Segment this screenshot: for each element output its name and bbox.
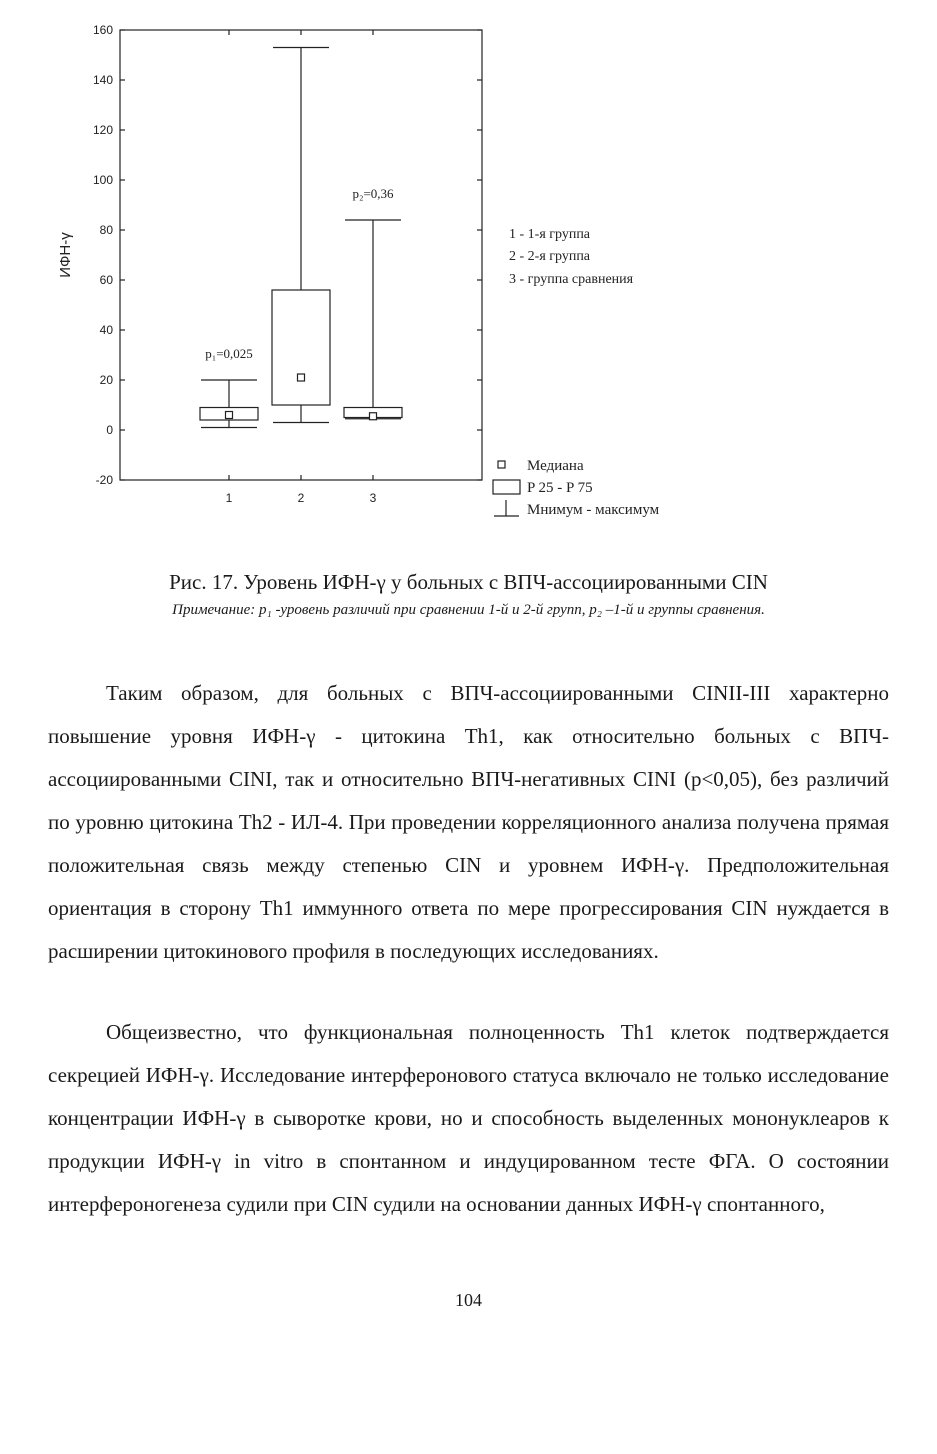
y-tick-label: 160 xyxy=(92,23,113,37)
box-group-1 xyxy=(200,380,258,428)
symbol-legend xyxy=(493,458,660,518)
x-tick-label: 2 xyxy=(297,491,305,505)
paragraph-2: Общеизвестно, что функциональная полноценность Th1 клеток подтверждается секрецией ИФН-γ. Исследование интерферонового статуса включало не только исследование концентрации ИФН-γ в сыворотке крови, но и способность выделенных мононуклеаров к продукции ИФН-γ in vitro в спонтанном и индуцированном тесте ФГА. О состоянии интерфероногенеза судили при CIN судили на основании данных ИФН-γ спонтанного, xyxy=(48,1020,889,1216)
y-tick-label: 120 xyxy=(92,123,113,137)
box-symbol xyxy=(493,480,520,494)
y-tick-label: 20 xyxy=(99,373,113,387)
median-symbol xyxy=(498,461,505,468)
box-series xyxy=(200,48,402,428)
y-axis-label: ИФН-γ xyxy=(57,232,74,278)
iqr-box xyxy=(272,290,330,405)
y-tick-label: 60 xyxy=(99,273,113,287)
group-legend xyxy=(509,227,634,287)
y-tick-label: 0 xyxy=(106,423,113,437)
y-tick-label: 80 xyxy=(99,223,113,237)
x-tick-label: 1 xyxy=(225,491,233,505)
median-marker xyxy=(226,412,233,419)
group-legend-item-1: 1 - 1-я группа xyxy=(509,227,591,242)
y-tick-label: 140 xyxy=(92,73,113,87)
box-group-2 xyxy=(272,48,330,423)
y-tick-label: 100 xyxy=(92,173,113,187)
box-group-3 xyxy=(344,220,402,420)
median-marker xyxy=(370,413,377,420)
box-legend-label: P 25 - P 75 xyxy=(527,480,593,496)
whisker-legend-label: Мнимум - максимум xyxy=(527,502,660,518)
figure-note: Примечание: p₁ -уровень различий при сравнении 1-й и 2-й групп, p₂ –1-й и группы сравнения. xyxy=(172,602,765,618)
page-number: 104 xyxy=(455,1290,482,1310)
y-axis xyxy=(93,23,482,487)
p-value-annotation: p₁=0,025 xyxy=(205,346,253,361)
y-tick-label: -20 xyxy=(95,473,113,487)
median-legend-label: Медиана xyxy=(527,458,584,474)
y-tick-label: 40 xyxy=(99,323,113,337)
paragraph-1: Таким образом, для больных с ВПЧ-ассоциированными CINII-III характерно повышение уровня ИФН-γ - цитокина Th1, как относительно больных с ВПЧ-ассоциированными CINI, так и относительно ВПЧ-негативных CINI (p<0,05), без различий по уровню цитокина Th2 - ИЛ-4. При проведении корреляционного анализа получена прямая положительная связь между степенью CIN и уровнем ИФН-γ. Предположительная ориентация в сторону Th1 иммунного ответа по мере прогрессирования CIN нуждается в расширении цитокинового профиля в последующих исследованиях. xyxy=(48,681,889,963)
p-value-annotation: p₂=0,36 xyxy=(352,186,394,201)
box-plot-chart xyxy=(0,0,937,560)
x-tick-label: 3 xyxy=(369,491,377,505)
group-legend-item-3: 3 - группа сравнения xyxy=(509,272,634,287)
figure-caption: Рис. 17. Уровень ИФН-γ у больных с ВПЧ-ассоциированными CIN xyxy=(169,570,768,594)
group-legend-item-2: 2 - 2-я группа xyxy=(509,249,591,264)
median-marker xyxy=(298,374,305,381)
